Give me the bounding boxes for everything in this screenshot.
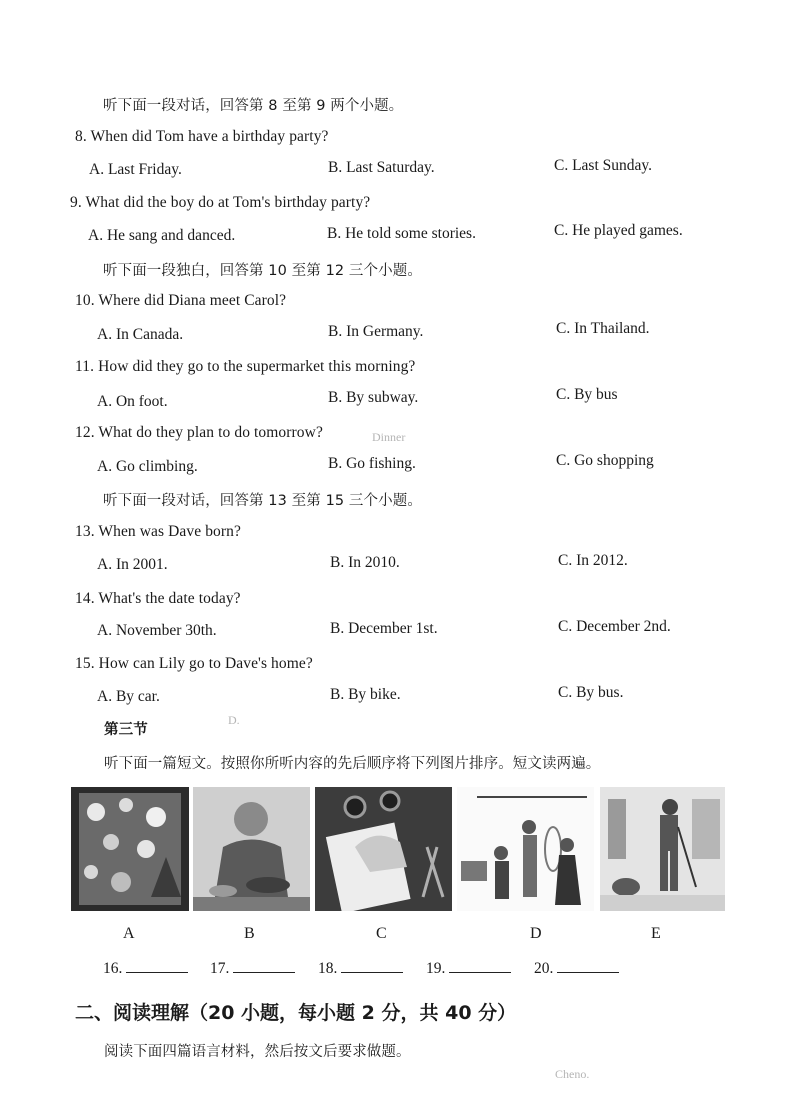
section-intro-13-15: 听下面一段对话，回答第 13 至第 15 三个小题。 xyxy=(103,493,422,509)
question-10: 10. Where did Diana meet Carol? xyxy=(75,292,287,309)
answer-blank-19[interactable] xyxy=(426,958,511,978)
option-15a: A. By car. xyxy=(97,688,160,705)
picture-a-image xyxy=(71,787,189,911)
picture-d-shopping xyxy=(457,787,594,911)
option-14c: C. December 2nd. xyxy=(558,618,671,635)
option-9a: A. He sang and danced. xyxy=(88,227,236,244)
option-8b: B. Last Saturday. xyxy=(328,159,435,176)
option-9b: B. He told some stories. xyxy=(327,225,476,242)
answer-blank-18[interactable] xyxy=(318,958,403,978)
section3-instruction: 听下面一篇短文。按照你所听内容的先后顺序将下列图片排序。短文读两遍。 xyxy=(104,756,601,772)
question-12: 12. What do they plan to do tomorrow? xyxy=(75,424,323,441)
picture-label-b: B xyxy=(244,925,255,942)
part2-instruction: 阅读下面四篇语言材料，然后按文后要求做题。 xyxy=(104,1044,411,1060)
answer-blank-16[interactable] xyxy=(103,958,188,978)
answer-blank-18-number: 18. xyxy=(318,960,338,977)
section-intro-8-9: 听下面一段对话，回答第 8 至第 9 两个小题。 xyxy=(103,98,404,114)
picture-d-image xyxy=(457,787,594,911)
picture-label-e: E xyxy=(651,925,661,942)
picture-c-craft xyxy=(315,787,452,911)
picture-label-a: A xyxy=(123,925,135,942)
option-10c: C. In Thailand. xyxy=(556,320,650,337)
picture-a-decorated-window xyxy=(71,787,189,911)
question-8: 8. When did Tom have a birthday party? xyxy=(75,128,329,145)
option-11c: C. By bus xyxy=(556,386,618,403)
answer-blank-20-number: 20. xyxy=(534,960,554,977)
answer-blank-20[interactable] xyxy=(534,958,619,978)
option-13b: B. In 2010. xyxy=(330,554,400,571)
option-8c: C. Last Sunday. xyxy=(554,157,653,174)
picture-e-image xyxy=(600,787,725,911)
option-11a: A. On foot. xyxy=(97,393,168,410)
question-15: 15. How can Lily go to Dave's home? xyxy=(75,655,313,672)
section-intro-10-12: 听下面一段独白，回答第 10 至第 12 三个小题。 xyxy=(103,263,422,279)
answer-blank-17[interactable] xyxy=(210,958,295,978)
option-13a: A. In 2001. xyxy=(97,556,168,573)
answer-blank-17-number: 17. xyxy=(210,960,230,977)
question-11: 11. How did they go to the supermarket this morning? xyxy=(75,358,416,375)
picture-e-cleaning xyxy=(600,787,725,911)
option-8a: A. Last Friday. xyxy=(89,161,182,178)
picture-c-image xyxy=(315,787,452,911)
question-14: 14. What's the date today? xyxy=(75,590,241,607)
option-14b: B. December 1st. xyxy=(330,620,438,637)
picture-b-image xyxy=(193,787,310,911)
option-12a: A. Go climbing. xyxy=(97,458,198,475)
answer-blank-16-number: 16. xyxy=(103,960,123,977)
picture-b-cooking xyxy=(193,787,310,911)
option-15b: B. By bike. xyxy=(330,686,401,703)
option-13c: C. In 2012. xyxy=(558,552,628,569)
option-14a: A. November 30th. xyxy=(97,622,217,639)
picture-label-c: C xyxy=(376,925,387,942)
option-11b: B. By subway. xyxy=(328,389,419,406)
option-10a: A. In Canada. xyxy=(97,326,184,343)
picture-label-d: D xyxy=(530,925,542,942)
answer-blank-19-number: 19. xyxy=(426,960,446,977)
option-12b: B. Go fishing. xyxy=(328,455,416,472)
section3-title: 第三节 xyxy=(104,722,148,738)
option-12c: C. Go shopping xyxy=(556,452,654,469)
question-9: 9. What did the boy do at Tom's birthday party? xyxy=(70,194,371,211)
question-13: 13. When was Dave born? xyxy=(75,523,242,540)
option-9c: C. He played games. xyxy=(554,222,683,239)
part2-heading: 二、阅读理解（20 小题，每小题 2 分，共 40 分） xyxy=(75,1002,517,1024)
option-15c: C. By bus. xyxy=(558,684,624,701)
option-10b: B. In Germany. xyxy=(328,323,424,340)
